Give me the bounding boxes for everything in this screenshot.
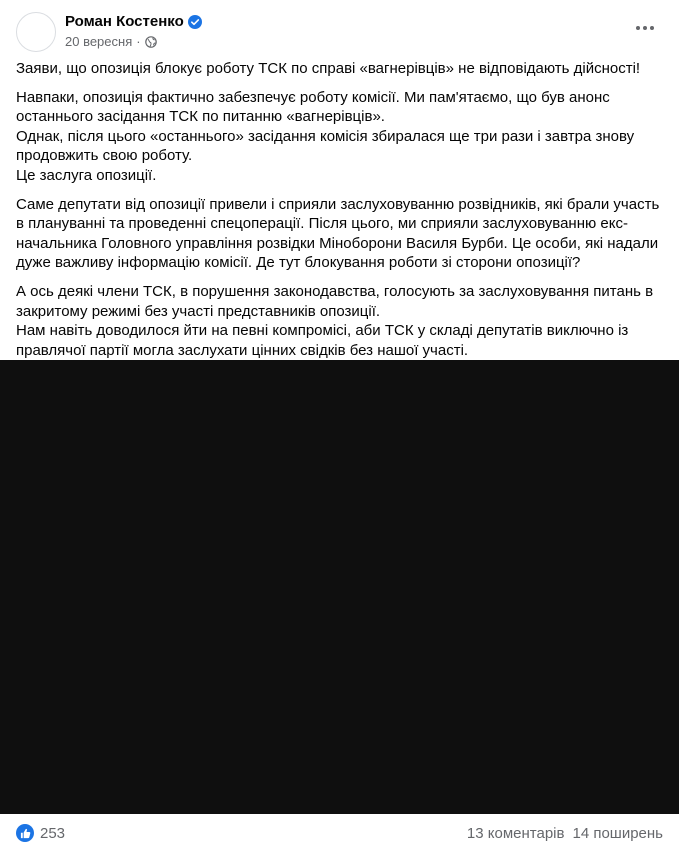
post-line: Це заслуга опозиції. <box>16 166 157 184</box>
shares-count[interactable]: 14 поширень <box>572 824 663 842</box>
post-line: Саме депутати від опозиції привели і сприяли заслуховуванню розвідників, які брали участь в плануванні та проведенні спецоперації. Після цього, ми сприяли заслуховуванню екс-начальника Головного управління розвідки Міноборони Василя Бурби. Це особи, які надали дуже важливу інформацію комісії. Де тут блокування роботи зі сторони опозиції? <box>16 195 660 272</box>
reactions-summary[interactable] <box>16 824 65 842</box>
comments-count[interactable]: 13 коментарів <box>466 824 565 842</box>
post-line: Заяви, що опозиція блокує роботу ТСК по справі «вагнерівців» не відповідають дійсності! <box>16 60 641 77</box>
post-paragraph <box>16 88 664 186</box>
more-options-icon <box>635 25 655 31</box>
author-line <box>65 13 202 31</box>
post-footer <box>16 822 663 844</box>
post-line: Нам навіть доводилося йти на певні компромісі, аби ТСК у складі депутатів виключно із правлячої партії могла заслухати цінних свідків без нашої участі. <box>16 322 629 359</box>
reactions-count: 253 <box>40 824 66 842</box>
post-line: Навпаки, опозиція фактично забезпечує роботу комісії. Ми пам'ятаємо, що був анонс останнього засідання ТСК по питанню «вагнерівців». <box>16 88 610 126</box>
post-paragraph <box>16 282 664 360</box>
globe-icon[interactable] <box>145 36 157 48</box>
avatar[interactable] <box>16 12 56 52</box>
separator-dot: · <box>136 34 141 49</box>
engagement-stats <box>467 825 663 842</box>
post-paragraph <box>16 195 664 273</box>
author-name[interactable]: Роман Костенко <box>65 13 184 30</box>
post-meta <box>65 34 157 50</box>
more-options-button[interactable] <box>627 16 663 40</box>
post-paragraph <box>16 59 664 79</box>
like-icon <box>16 824 34 842</box>
verified-badge-icon <box>188 15 202 29</box>
post-line: Однак, після цього «останнього» засідання комісія збиралася ще три рази і завтра знову продовжить свою роботу. <box>16 127 635 165</box>
post-text <box>16 59 664 369</box>
post-header <box>16 12 663 56</box>
post-video[interactable] <box>0 360 679 814</box>
post-line: А ось деякі члени ТСК, в порушення законодавства, голосують за заслуховування питань в закритому режимі без участі представників опозиції. <box>16 282 654 320</box>
post-date[interactable]: 20 вересня <box>65 34 133 49</box>
